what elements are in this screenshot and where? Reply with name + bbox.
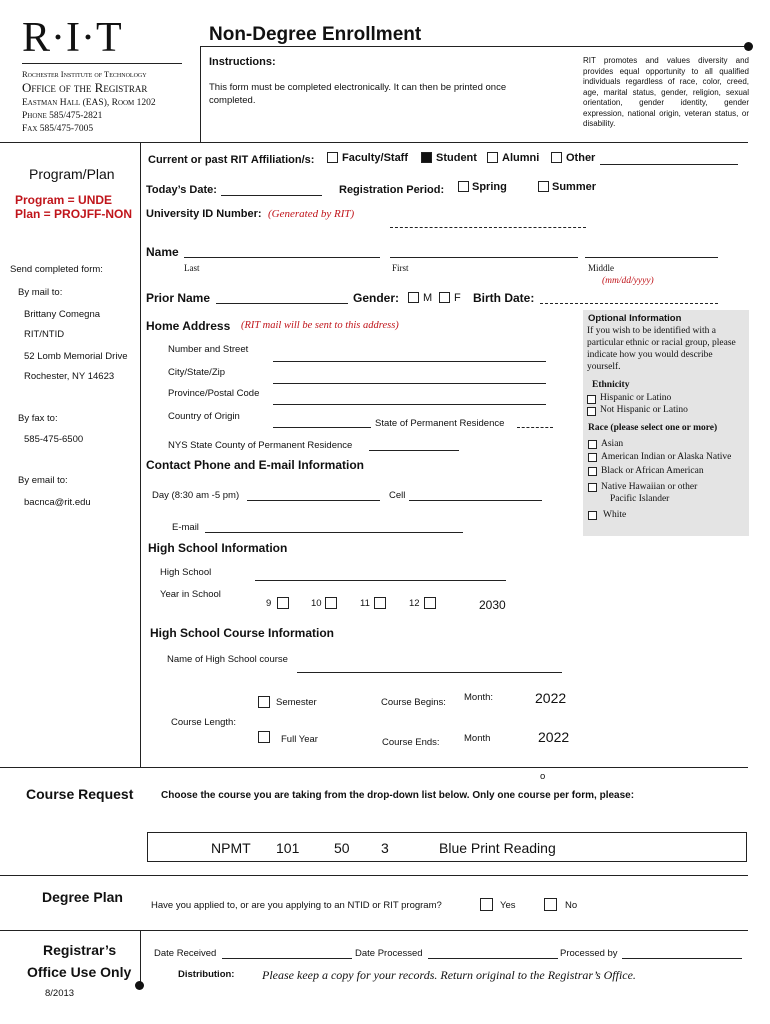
cell-field[interactable] (409, 500, 542, 501)
first-name-field[interactable] (390, 257, 578, 258)
end-month-label: Month (464, 733, 491, 744)
name-label: Name (146, 245, 179, 259)
fax-label: By fax to: (18, 413, 58, 424)
grade-9-checkbox[interactable] (277, 597, 289, 609)
hispanic-checkbox[interactable] (587, 395, 596, 404)
city-field[interactable] (273, 383, 546, 384)
course-request-heading: Course Request (26, 786, 134, 802)
spring-checkbox[interactable] (458, 181, 469, 192)
high-school-field[interactable] (255, 580, 506, 581)
degree-plan-rule (0, 875, 748, 876)
faculty-label: Faculty/Staff (342, 152, 409, 164)
processed-by-field[interactable] (622, 958, 742, 959)
o-mark: o (540, 771, 546, 782)
rit-mail-note: (RIT mail will be sent to this address) (241, 320, 399, 331)
email-address[interactable]: bacnca@rit.edu (24, 497, 91, 508)
date-processed-field[interactable] (428, 958, 558, 959)
registrars-heading: Registrar’s (43, 942, 117, 958)
date-received-field[interactable] (222, 958, 352, 959)
mail-street: 52 Lomb Memorial Drive (24, 351, 128, 362)
province-field[interactable] (273, 404, 546, 405)
course-credits: 3 (381, 840, 389, 856)
hs-course-name-label: Name of High School course (167, 654, 288, 665)
begin-year[interactable]: 2022 (535, 690, 567, 706)
hawaiian-label: Native Hawaiian or other (601, 482, 698, 492)
bottom-dot (135, 981, 144, 990)
high-school-label: High School (160, 567, 212, 578)
birth-date-field[interactable] (540, 303, 718, 304)
degree-yes-label: Yes (500, 900, 516, 911)
home-address-label: Home Address (146, 319, 231, 333)
full-year-label: Full Year (281, 734, 318, 745)
dob-format-note: (mm/dd/yyyy) (602, 276, 654, 286)
course-request-instruction: Choose the course you are taking from the drop-down list below. Only one course per form, please: (161, 790, 635, 801)
street-field[interactable] (273, 361, 546, 362)
prior-name-label: Prior Name (146, 291, 211, 305)
other-field[interactable] (600, 164, 738, 165)
registration-period-label: Registration Period: (339, 184, 445, 196)
student-checkbox[interactable] (421, 152, 432, 163)
corner-dot (744, 42, 753, 51)
american-indian-label: American Indian or Alaska Native (601, 452, 732, 462)
mail-label: By mail to: (18, 287, 63, 298)
title-rule (200, 46, 749, 47)
asian-label: Asian (601, 439, 624, 449)
plan-value: Plan = PROJFF-NON (15, 207, 133, 221)
hs-course-heading: High School Course Information (150, 626, 335, 640)
todays-date-field[interactable] (221, 195, 322, 196)
gender-f-label: F (454, 292, 461, 304)
middle-caption: Middle (588, 263, 614, 273)
faculty-checkbox[interactable] (327, 152, 338, 163)
mail-city: Rochester, NY 14623 (24, 371, 115, 382)
alumni-label: Alumni (502, 152, 540, 164)
course-section: 50 (334, 840, 350, 856)
course-title: Blue Print Reading (439, 840, 556, 856)
grade-12-label: 12 (409, 598, 420, 609)
email-field[interactable] (205, 532, 463, 533)
degree-plan-heading: Degree Plan (42, 889, 123, 905)
program-plan-heading: Program/Plan (29, 166, 115, 182)
province-label: Province/Postal Code (168, 388, 260, 399)
gender-m-checkbox[interactable] (408, 292, 419, 303)
page-title: Non-Degree Enrollment (209, 24, 422, 45)
city-label: City/State/Zip (168, 367, 226, 378)
office-name: Office of the Registrar (22, 80, 148, 95)
header-bottom-rule (0, 142, 748, 143)
american-indian-checkbox[interactable] (588, 453, 597, 462)
semester-checkbox[interactable] (258, 696, 270, 708)
street-label: Number and Street (168, 344, 249, 355)
degree-no-label: No (565, 900, 578, 911)
prior-name-field[interactable] (216, 303, 348, 304)
date-processed-label: Date Processed (355, 948, 423, 959)
optional-title: Optional Information (588, 313, 682, 324)
country-label: Country of Origin (168, 411, 240, 422)
fax-number: 585-475-6500 (24, 434, 84, 445)
birth-date-label: Birth Date: (473, 291, 535, 305)
office-use-rule (0, 930, 748, 931)
asian-checkbox[interactable] (588, 440, 597, 449)
white-checkbox[interactable] (588, 511, 597, 520)
gender-f-checkbox[interactable] (439, 292, 450, 303)
ethnicity-label: Ethnicity (592, 380, 630, 390)
university-id-field[interactable] (390, 227, 586, 228)
state-perm-label: State of Permanent Residence (375, 418, 505, 429)
hispanic-label: Hispanic or Latino (600, 393, 672, 403)
office-divider (140, 930, 141, 985)
optional-text: If you wish to be identified with a particular ethnic or racial group, please indicate how you would describe yourself. (587, 326, 736, 372)
university-id-label: University ID Number: (146, 208, 262, 220)
office-phone: Phone 585/475-2821 (22, 111, 103, 121)
processed-by-label: Processed by (560, 948, 618, 959)
year-in-school-label: Year in School (160, 589, 221, 600)
form-date-code: 8/2013 (45, 988, 75, 999)
email-label: By email to: (18, 475, 68, 486)
office-fax: Fax 585/475-7005 (22, 124, 94, 134)
not-hispanic-checkbox[interactable] (587, 407, 596, 416)
begin-month-label: Month: (464, 692, 494, 703)
mail-name: Brittany Comegna (24, 309, 101, 320)
graduation-year[interactable]: 2030 (479, 598, 506, 612)
course-number: 101 (276, 840, 300, 856)
send-form-label: Send completed form: (10, 264, 103, 275)
course-request-rule (0, 767, 748, 768)
course-ends-label: Course Ends: (382, 737, 440, 748)
email-field-label: E-mail (172, 522, 199, 533)
course-length-label: Course Length: (171, 717, 236, 728)
other-checkbox[interactable] (551, 152, 562, 163)
not-hispanic-label: Not Hispanic or Latino (600, 405, 688, 415)
high-school-heading: High School Information (148, 541, 288, 555)
student-label: Student (436, 152, 477, 164)
summer-checkbox[interactable] (538, 181, 549, 192)
pacific-label: Pacific Islander (610, 494, 670, 504)
first-caption: First (392, 263, 409, 273)
spring-label: Spring (472, 181, 507, 193)
white-label: White (603, 510, 627, 520)
course-begins-label: Course Begins: (381, 697, 446, 708)
alumni-checkbox[interactable] (487, 152, 498, 163)
grade-10-label: 10 (311, 598, 322, 609)
nys-county-label: NYS State County of Permanent Residence (168, 440, 353, 451)
course-dept: NPMT (211, 840, 251, 856)
day-phone-field[interactable] (247, 500, 380, 501)
todays-date-label: Today’s Date: (146, 184, 217, 196)
office-address: Eastman Hall (EAS), Room 1202 (22, 98, 156, 108)
full-year-checkbox[interactable] (258, 731, 270, 743)
grade-12-checkbox[interactable] (424, 597, 436, 609)
grade-10-checkbox[interactable] (325, 597, 337, 609)
nys-county-field[interactable] (369, 450, 459, 451)
instructions-label: Instructions: (209, 56, 276, 68)
degree-yes-checkbox[interactable] (480, 898, 493, 911)
gender-m-label: M (423, 292, 433, 304)
mail-org: RIT/NTID (24, 329, 65, 340)
black-label: Black or African American (601, 466, 704, 476)
last-name-field[interactable] (184, 257, 380, 258)
black-checkbox[interactable] (588, 467, 597, 476)
race-label: Race (please select one or more) (588, 423, 718, 433)
cell-label: Cell (389, 490, 406, 501)
rit-logo: R·I·T (22, 15, 123, 61)
header-divider (200, 46, 201, 142)
country-field[interactable] (273, 427, 371, 428)
degree-no-checkbox[interactable] (544, 898, 557, 911)
end-year[interactable]: 2022 (538, 729, 570, 745)
diversity-statement: RIT promotes and values diversity and provides equal opportunity to all qualified individuals regardless of race, color, creed, age, marital status, gender, religion, sexual orientation, gender identity, gender expression, national origin, veteran status, or disability. (583, 56, 749, 128)
last-caption: Last (184, 263, 200, 273)
hawaiian-checkbox[interactable] (588, 483, 597, 492)
date-received-label: Date Received (154, 948, 217, 959)
generated-note: (Generated by RIT) (268, 208, 355, 220)
institute-name: Rochester Institute of Technology (22, 69, 147, 79)
distribution-text: Please keep a copy for your records. Return original to the Registrar’s Office. (262, 968, 636, 982)
state-perm-field[interactable] (517, 427, 553, 428)
left-column-divider (140, 142, 141, 767)
affiliation-label: Current or past RIT Affiliation/s: (148, 154, 315, 166)
hs-course-name-field[interactable] (297, 672, 562, 673)
distribution-label: Distribution: (178, 969, 235, 980)
instructions-text: This form must be completed electronically. It can then be printed once completed. (209, 82, 507, 106)
program-value: Program = UNDE (15, 193, 113, 207)
day-phone-label: Day (8:30 am -5 pm) (152, 490, 240, 501)
gender-label: Gender: (353, 291, 400, 305)
grade-11-checkbox[interactable] (374, 597, 386, 609)
grade-9-label: 9 (266, 598, 272, 609)
degree-question: Have you applied to, or are you applying to an NTID or RIT program? (151, 900, 442, 911)
contact-heading: Contact Phone and E-mail Information (146, 458, 365, 472)
other-label: Other (566, 152, 596, 164)
semester-label: Semester (276, 697, 317, 708)
office-use-heading: Office Use Only (27, 964, 132, 980)
grade-11-label: 11 (360, 598, 370, 609)
logo-rule (22, 63, 182, 64)
summer-label: Summer (552, 181, 597, 193)
middle-name-field[interactable] (585, 257, 718, 258)
